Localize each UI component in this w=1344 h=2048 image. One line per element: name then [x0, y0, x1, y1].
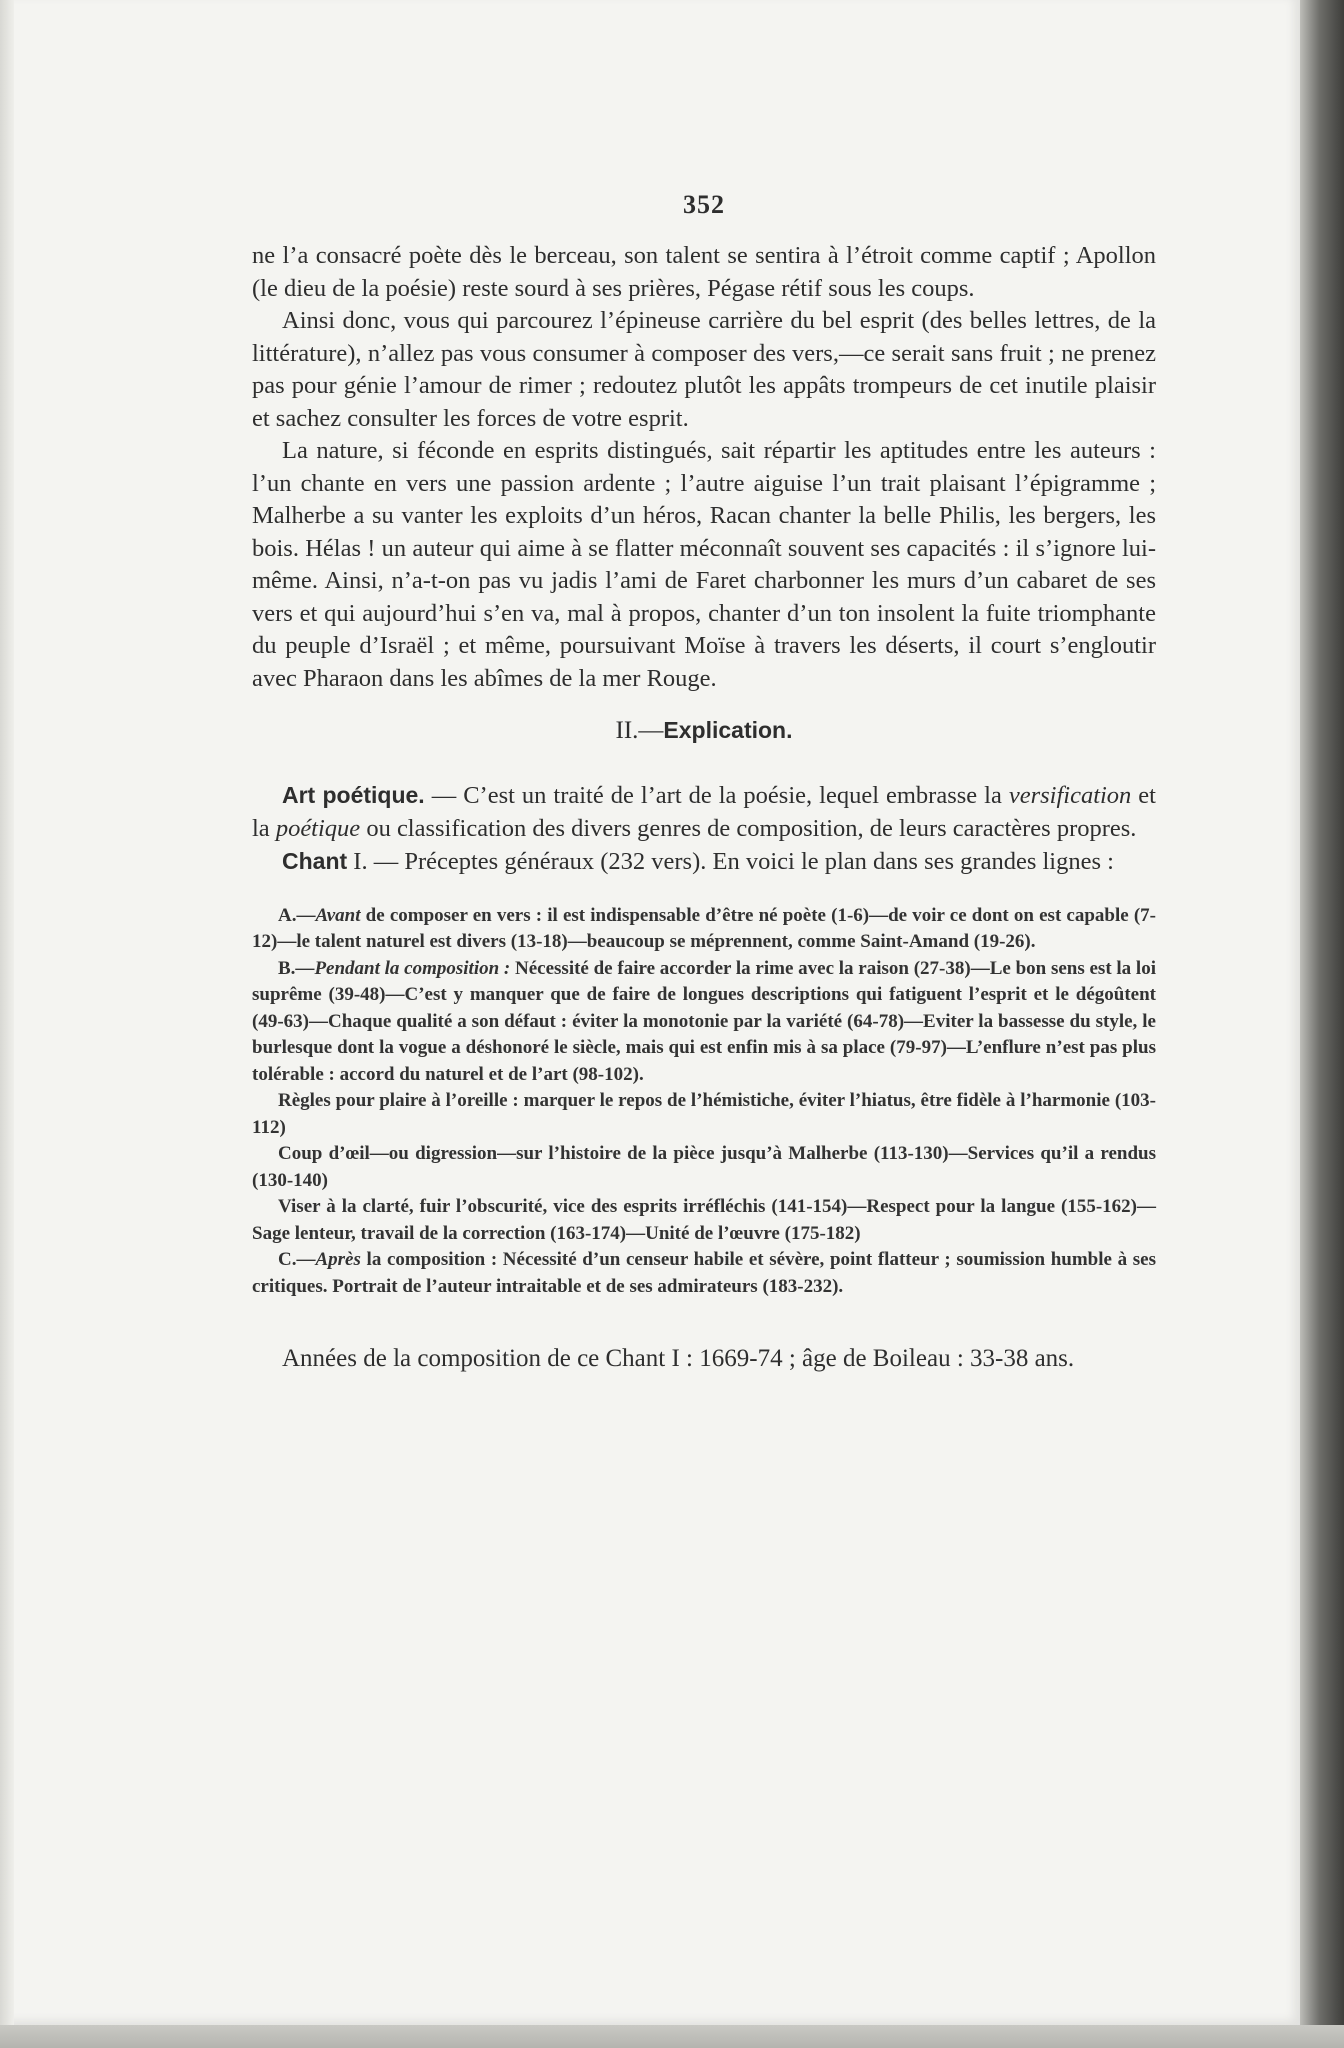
closing-paragraph: Années de la composition de ce Chant I : 1669-74 ; âge de Boileau : 33-38 ans.: [282, 1345, 1075, 1372]
plan-viser: Viser à la clarté, fuir l’obscurité, vice des esprits irréfléchis (141-154)—Respect pour la langue (155-162)—Sage lenteur, travail de la correction (163-174)—Unité de l’œuvre (175-182): [252, 1196, 1156, 1244]
plan-c-italic: Après: [315, 1249, 361, 1270]
chant-lead: Chant: [282, 848, 348, 874]
page-number: 352: [683, 190, 725, 219]
scan-bottom-edge: [0, 2025, 1344, 2048]
chant-text: I. — Préceptes généraux (232 vers). En voici le plan dans ses grandes lignes :: [347, 848, 1114, 875]
art-text-2: et la: [252, 782, 1156, 842]
section-word: Explication.: [663, 717, 793, 743]
paragraph-3: La nature, si féconde en esprits distingués, sait répartir les aptitudes entre les auteurs : l’un chante en vers une passion ardente ; l’autre aiguise l’un trait plaisant l’épigramme ; Malherbe a su vanter les exploits d’un héros, Racan chanter la belle Philis, les bergers, les bois. Hélas ! un auteur qui aime à se flatter méconnaît souvent ses capacités : il s’ignore lui-même. Ainsi, n’a-t-on pas vu jadis l’ami de Faret charbonner les murs d’un cabaret de ses vers et qui aujourd’hui s’en va, mal à propos, chanter d’un ton insolent la fuite triomphante du peuple d’Israël ; et même, poursuivant Moïse à travers les déserts, il court s’engloutir avec Pharaon dans les abîmes de la mer Rouge.: [252, 437, 1156, 692]
plan-c: [252, 1247, 1156, 1300]
art-text-1: — C’est un traité de l’art de la poésie, lequel embrasse la: [424, 782, 1009, 809]
plan-c-text: la composition : Nécessité d’un censeur habile et sévère, point flatteur ; soumission humble à ses critiques. Portrait de l’auteur intraitable et de ses admirateurs (183-232).: [252, 1249, 1156, 1297]
chant-paragraph: [252, 845, 1156, 879]
art-text-3: ou classification des divers genres de composition, de leurs caractères propres.: [360, 814, 1137, 842]
plan-a-text: de composer en vers : il est indispensable d’être né poète (1-6)—de voir ce dont on est capable (7-12)—le talent naturel est divers (13-18)—beaucoup se méprennent, comme Saint-Amand (19-26).: [252, 904, 1156, 952]
plan-b-text: Nécessité de faire accorder la rime avec la raison (27-38)—Le bon sens est la loi suprême (39-48)—C’est y manquer que de faire de longues descriptions qui fatiguent l’esprit et le dégoûtent (49-63)—Chaque qualité a son défaut : éviter la monotonie par la variété (64-78)—Eviter la bassesse du style, le burlesque dont la vogue a déshonoré le siècle, mais qui est enfin mis à sa place (79-97)—L’enflure n’est pas plus tolérable : accord du naturel et de l’art (98-102).: [252, 957, 1156, 1085]
art-poetique-paragraph: [252, 779, 1156, 845]
paragraph-2: Ainsi donc, vous qui parcourez l’épineuse carrière du bel esprit (des belles lettres, de la littérature), n’allez pas vous consumer à composer des vers,—ce serait sans fruit ; ne prenez pas pour génie l’amour de rimer ; redoutez plutôt les appâts trompeurs de cet inutile plaisir et sachez consulter les forces de votre esprit.: [252, 307, 1156, 432]
page-content: [252, 190, 1156, 1376]
plan-b: [252, 956, 1156, 1089]
plan-a-italic: Avant: [315, 904, 361, 926]
section-number: II.—: [615, 717, 664, 744]
plan-c-label: C.—: [278, 1249, 316, 1270]
plan-a-label: A.—: [278, 904, 316, 926]
plan-b-label: B.—: [278, 957, 315, 979]
section-heading: [252, 717, 1156, 745]
art-italic-poetique: poétique: [275, 814, 361, 842]
plan-regles: Règles pour plaire à l’oreille : marquer le repos de l’hémistiche, éviter l’hiatus, être fidèle à l’harmonie (103-112): [252, 1090, 1156, 1138]
plan-outline: [252, 903, 1156, 1301]
art-poetique-lead: Art poétique.: [282, 782, 425, 808]
plan-b-italic: Pendant la composition :: [314, 957, 511, 979]
plan-a: [252, 903, 1156, 956]
book-spine: [1300, 0, 1344, 2048]
art-italic-versification: versification: [1008, 782, 1132, 809]
plan-coup-doeil: Coup d’œil—ou digression—sur l’histoire de la pièce jusqu’à Malherbe (113-130)—Services qu’il a rendus (130-140): [252, 1143, 1156, 1191]
page-edge: [0, 0, 14, 2025]
paragraph-1: ne l’a consacré poète dès le berceau, son talent se sentira à l’étroit comme captif ; Apollon (le dieu de la poésie) reste sourd à ses prières, Pégase rétif sous les coups.: [252, 242, 1156, 302]
